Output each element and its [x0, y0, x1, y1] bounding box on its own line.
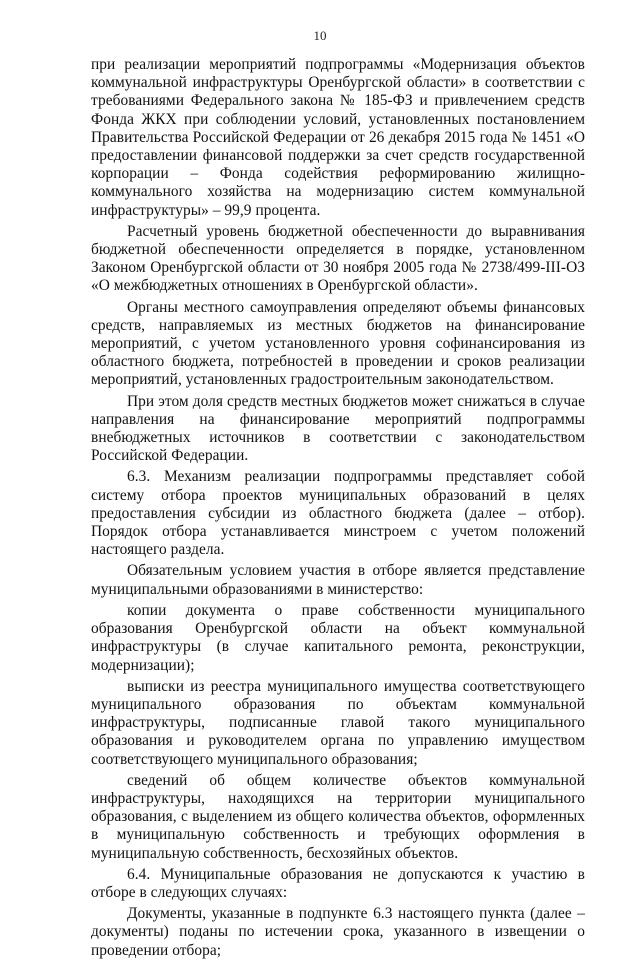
paragraph-6-4-exclusion-cases: 6.4. Муниципальные образования не допускаются к участию в отборе в следующих случаях: — [91, 865, 585, 901]
paragraph-local-budget-share: При этом доля средств местных бюджетов может снижаться в случае направления на финансирование мероприятий подпрограммы внебюджетных источников в соответствии с законодательством Российской Федерации. — [91, 392, 585, 465]
paragraph-mandatory-condition: Обязательным условием участия в отборе является представление муниципальными образованиями в министерство: — [91, 562, 585, 598]
body-text — [91, 56, 585, 960]
list-item-late-documents: Документы, указанные в подпункте 6.3 настоящего пункта (далее – документы) поданы по истечении срока, указанного в извещении о проведении отбора; — [91, 905, 585, 959]
paragraph-6-3-selection-mechanism: 6.3. Механизм реализации подпрограммы представляет собой систему отбора проектов муниципальных образований в целях предоставления субсидии из областного бюджета (далее – отбор). Порядок отбора устанавливается минстроем с учетом положений настоящего раздела. — [91, 468, 585, 559]
list-item-ownership-copy: копии документа о праве собственности муниципального образования Оренбургской области на объект коммунальной инфраструктуры (в случае капитального ремонта, реконструкции, модернизации); — [91, 601, 585, 674]
paragraph-subprogram-modernization-rate: при реализации мероприятий подпрограммы «Модернизация объектов коммунальной инфраструктуры Оренбургской области» в соответствии с требованиями Федерального закона № 185-ФЗ и привлечением средств Фонда ЖКХ при соблюдении условий, установленных постановлением Правительства Российской Федерации от 26 декабря 2015 года № 1451 «О предоставлении финансовой поддержки за счет средств государственной корпорации – Фонда содействия реформированию жилищно-коммунального хозяйства на модернизацию систем коммунальной инфраструктуры» – 99,9 процента. — [91, 56, 585, 219]
page-number: 10 — [313, 28, 327, 43]
list-item-registry-extract: выписки из реестра муниципального имущества соответствующего муниципального образования по объектам коммунальной инфраструктуры, подписанные главой такого муниципального образования и руководителем органа по управлению имуществом соответствующего муниципального образования; — [91, 677, 585, 768]
paragraph-budget-provision-level: Расчетный уровень бюджетной обеспеченности до выравнивания бюджетной обеспеченности определяется в порядке, установленном Законом Оренбургской области от 30 ноября 2005 года № 2738/499-III-ОЗ «О межбюджетных отношениях в Оренбургской области». — [91, 222, 585, 295]
list-item-infrastructure-info: сведений об общем количестве объектов коммунальной инфраструктуры, находящихся на территории муниципального образования, с выделением из общего количества объектов, оформленных в муниципальную собственность и требующих оформления в муниципальную собственность, бесхозяйных объектов. — [91, 771, 585, 862]
paragraph-local-government-funding: Органы местного самоуправления определяют объемы финансовых средств, направляемых из местных бюджетов на финансирование мероприятий, с учетом установленного уровня софинансирования из областного бюджета, потребностей в проведении и сроков реализации мероприятий, установленных градостроительным законодательством. — [91, 298, 585, 389]
